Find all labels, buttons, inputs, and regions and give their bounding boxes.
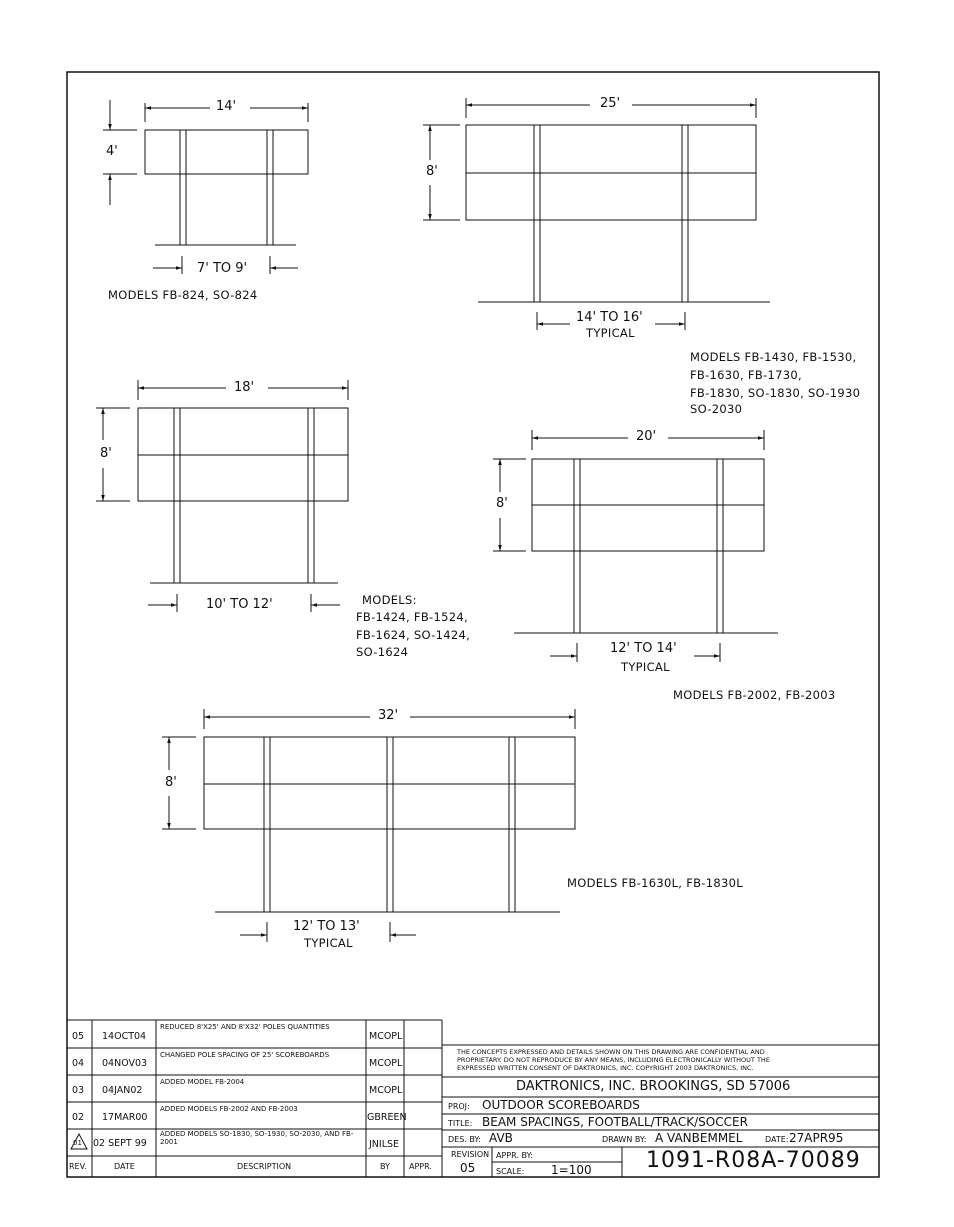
d2-spacing-label: 14' TO 16' bbox=[576, 310, 643, 325]
appr-by-label: APPR. BY: bbox=[496, 1151, 534, 1160]
d3-spacing-label: 10' TO 12' bbox=[206, 597, 273, 612]
scoreboard-diagram-1 bbox=[103, 100, 308, 274]
confidential-line-2: PROPRIETARY. DO NOT REPRODUCE BY ANY MEANS, INCLUDING ELECTRONICALLY WITHOUT THE bbox=[457, 1056, 770, 1064]
rev-row-2-rev: 04 bbox=[72, 1058, 85, 1069]
scoreboard-diagram-4 bbox=[493, 430, 778, 662]
drawn-by-value: A VANBEMMEL bbox=[655, 1131, 743, 1145]
company-line: DAKTRONICS, INC. BROOKINGS, SD 57006 bbox=[516, 1079, 791, 1094]
rev-row-5-by: JNILSE bbox=[369, 1139, 400, 1150]
rev-row-4-rev: 02 bbox=[72, 1112, 85, 1123]
d3-height-label: 8' bbox=[100, 446, 112, 461]
revision-table bbox=[67, 1020, 442, 1177]
rev-row-3-rev: 03 bbox=[72, 1085, 85, 1096]
des-by-label: DES. BY: bbox=[448, 1135, 481, 1144]
rev-row-3-desc: ADDED MODEL FB-2004 bbox=[160, 1078, 245, 1086]
d5-width-label: 32' bbox=[378, 708, 399, 723]
d2-width-label: 25' bbox=[600, 96, 621, 111]
d2-typical-label: TYPICAL bbox=[586, 326, 635, 340]
d3-models-line-3: FB-1624, SO-1424, bbox=[356, 628, 471, 642]
proj-label: PROJ: bbox=[448, 1102, 470, 1111]
d2-models-line-4: SO-2030 bbox=[690, 402, 743, 416]
d4-height-label: 8' bbox=[496, 496, 508, 511]
rev-row-5-rev: 01 bbox=[73, 1139, 82, 1147]
d3-models-line-1: MODELS: bbox=[362, 593, 417, 607]
d5-models-label: MODELS FB-1630L, FB-1830L bbox=[567, 876, 743, 890]
rev-row-5-desc: ADDED MODELS SO-1830, SO-1930, SO-2030, AND FB-2001 bbox=[160, 1130, 354, 1146]
rev-row-3-by: MCOPL bbox=[369, 1085, 403, 1096]
rev-row-2-desc: CHANGED POLE SPACING OF 25' SCOREBOARDS bbox=[160, 1051, 330, 1059]
rev-row-2-by: MCOPL bbox=[369, 1058, 403, 1069]
rev-row-4-by: GBREEN bbox=[367, 1112, 407, 1123]
d2-models-line-1: MODELS FB-1430, FB-1530, bbox=[690, 350, 857, 364]
rev-row-1-by: MCOPL bbox=[369, 1031, 403, 1042]
rev-row-5-date: 02 SEPT 99 bbox=[93, 1138, 147, 1149]
d4-width-label: 20' bbox=[636, 429, 657, 444]
rev-header-by: BY bbox=[380, 1162, 390, 1171]
date-label: DATE: bbox=[765, 1135, 789, 1144]
confidential-line-3: EXPRESSED WRITTEN CONSENT OF DAKTRONICS, INC. COPYRIGHT 2003 DAKTRONICS, INC. bbox=[457, 1064, 754, 1072]
d3-models-line-2: FB-1424, FB-1524, bbox=[356, 610, 468, 624]
rev-row-1-rev: 05 bbox=[72, 1031, 85, 1042]
rev-row-3-date: 04JAN02 bbox=[102, 1085, 143, 1096]
rev-row-1-desc: REDUCED 8'X25' AND 8'X32' POLES QUANTITIES bbox=[160, 1023, 330, 1031]
rev-header-desc: DESCRIPTION bbox=[237, 1162, 292, 1171]
scale-value: 1=100 bbox=[551, 1163, 592, 1177]
d5-spacing-label: 12' TO 13' bbox=[293, 919, 360, 934]
project-name: OUTDOOR SCOREBOARDS bbox=[482, 1098, 640, 1112]
drawing-title: BEAM SPACINGS, FOOTBALL/TRACK/SOCCER bbox=[482, 1115, 748, 1129]
title-label: TITLE: bbox=[448, 1119, 473, 1128]
d1-spacing-label: 7' TO 9' bbox=[197, 261, 248, 276]
d1-height-label: 4' bbox=[106, 144, 118, 159]
d4-spacing-label: 12' TO 14' bbox=[610, 641, 677, 656]
d5-height-label: 8' bbox=[165, 775, 177, 790]
revision-label: REVISION bbox=[451, 1150, 490, 1159]
rev-row-4-date: 17MAR00 bbox=[102, 1112, 148, 1123]
rev-header-rev: REV. bbox=[69, 1162, 87, 1171]
d2-models-line-3: FB-1830, SO-1830, SO-1930 bbox=[690, 386, 861, 400]
scale-label: SCALE: bbox=[496, 1167, 525, 1176]
drawing-number: 1091-R08A-70089 bbox=[646, 1148, 861, 1173]
rev-row-2-date: 04NOV03 bbox=[102, 1058, 148, 1069]
revision-value: 05 bbox=[460, 1161, 476, 1175]
rev-row-1-date: 14OCT04 bbox=[102, 1031, 147, 1042]
d4-typical-label: TYPICAL bbox=[621, 660, 670, 674]
d4-models-label: MODELS FB-2002, FB-2003 bbox=[673, 688, 836, 702]
confidential-line-1: THE CONCEPTS EXPRESSED AND DETAILS SHOWN ON THIS DRAWING ARE CONFIDENTIAL AND bbox=[457, 1048, 765, 1056]
date-value: 27APR95 bbox=[789, 1131, 844, 1145]
rev-header-appr: APPR. bbox=[409, 1162, 432, 1171]
scoreboard-diagram-5 bbox=[162, 709, 575, 942]
d1-models-label: MODELS FB-824, SO-824 bbox=[108, 288, 258, 302]
scoreboard-diagram-2 bbox=[423, 98, 770, 330]
d2-models-line-2: FB-1630, FB-1730, bbox=[690, 368, 802, 382]
rev-row-4-desc: ADDED MODELS FB-2002 AND FB-2003 bbox=[160, 1105, 298, 1113]
d3-width-label: 18' bbox=[234, 380, 255, 395]
rev-header-date: DATE bbox=[114, 1162, 135, 1171]
sheet-border bbox=[67, 72, 879, 1177]
d5-typical-label: TYPICAL bbox=[304, 936, 353, 950]
drawn-by-label: DRAWN BY: bbox=[602, 1135, 647, 1144]
d3-models-line-4: SO-1624 bbox=[356, 645, 409, 659]
d1-width-label: 14' bbox=[216, 99, 237, 114]
scoreboard-diagram-3 bbox=[96, 380, 348, 612]
des-by-value: AVB bbox=[489, 1131, 513, 1145]
d2-height-label: 8' bbox=[426, 164, 438, 179]
